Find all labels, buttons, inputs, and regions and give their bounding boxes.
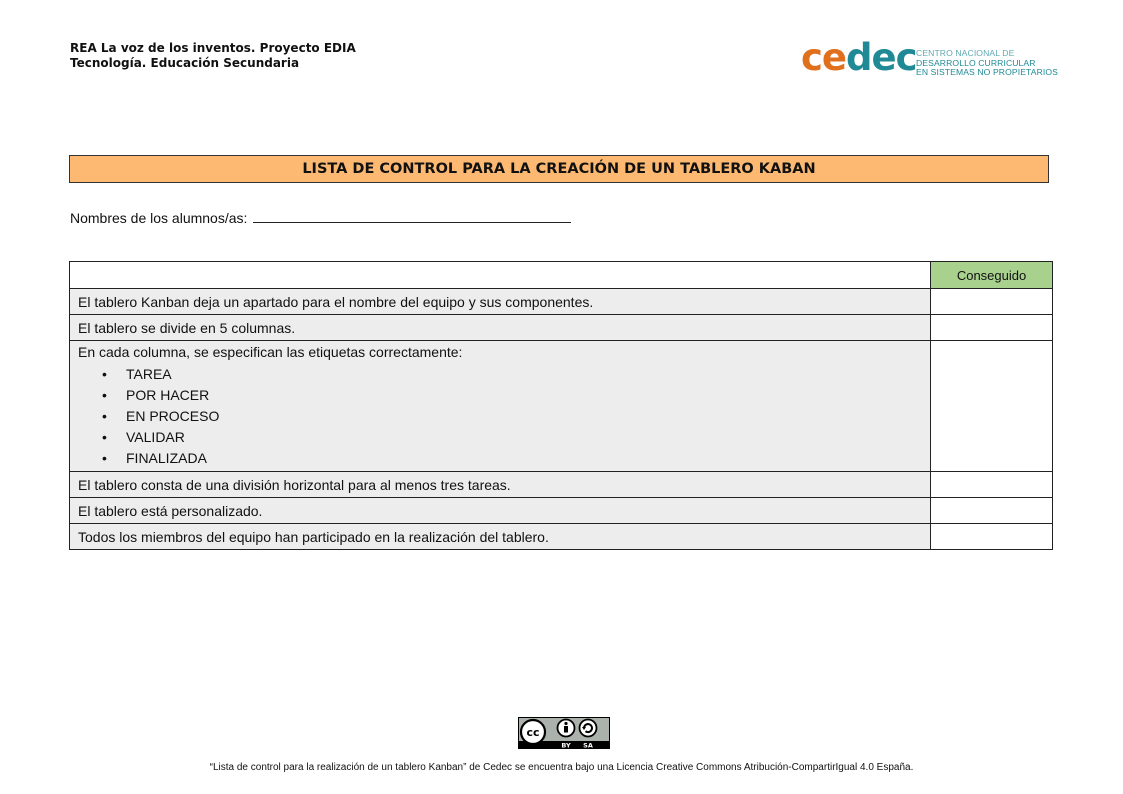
list-item: • POR HACER	[78, 385, 930, 406]
table-row	[70, 498, 1053, 524]
logo-word-ce: ce	[801, 36, 847, 79]
table-row	[70, 289, 1053, 315]
achieved-cell[interactable]	[931, 289, 1053, 315]
criterion-cell	[70, 341, 931, 472]
achieved-cell[interactable]	[931, 524, 1053, 550]
criterion-cell: El tablero consta de una división horizontal para al menos tres tareas.	[70, 472, 931, 498]
list-item: • EN PROCESO	[78, 406, 930, 427]
logo-sub-line-3: EN SISTEMAS NO PROPIETARIOS	[916, 67, 1058, 77]
table-row	[70, 524, 1053, 550]
list-item: • FINALIZADA	[78, 448, 930, 469]
logo-subtitle	[916, 49, 1058, 78]
criterion-cell: Todos los miembros del equipo han participado en la realización del tablero.	[70, 524, 931, 550]
project-title: REA La voz de los inventos. Proyecto EDIA	[70, 41, 356, 55]
logo-sub-line-1: CENTRO NACIONAL DE	[916, 48, 1015, 58]
criterion-text: En cada columna, se especifican las etiquetas correctamente:	[78, 344, 463, 360]
license-text: “Lista de control para la realización de un tablero Kanban” de Cedec se encuentra bajo una Licencia Creative Commons Atribución-CompartirIgual 4.0 España.	[209, 762, 914, 773]
table-row	[70, 341, 1053, 472]
labels-list	[78, 364, 930, 469]
achieved-cell[interactable]	[931, 498, 1053, 524]
sa-label: SA	[583, 741, 593, 749]
cc-icon-text: cc	[526, 726, 540, 739]
achieved-cell[interactable]	[931, 315, 1053, 341]
names-blank-line[interactable]	[253, 208, 571, 223]
cedec-logo	[801, 36, 1061, 84]
criterion-cell: El tablero está personalizado.	[70, 498, 931, 524]
achieved-cell[interactable]	[931, 341, 1053, 472]
list-item: • TAREA	[78, 364, 930, 385]
header-conseguido: Conseguido	[931, 262, 1053, 289]
names-label: Nombres de los alumnos/as:	[70, 210, 248, 226]
subject-subtitle: Tecnología. Educación Secundaria	[70, 56, 300, 70]
document-header	[70, 41, 356, 71]
logo-word-dec: dec	[846, 36, 917, 79]
sa-icon	[580, 720, 597, 737]
checklist-table	[69, 261, 1053, 550]
achieved-cell[interactable]	[931, 472, 1053, 498]
table-header-row	[70, 262, 1053, 289]
cedec-wordmark	[801, 36, 917, 80]
list-item: • VALIDAR	[78, 427, 930, 448]
student-names-field	[70, 208, 571, 226]
criterion-cell: El tablero se divide en 5 columnas.	[70, 315, 931, 341]
table-row	[70, 472, 1053, 498]
by-label: BY	[561, 741, 571, 749]
header-empty-cell	[70, 262, 931, 289]
logo-sub-line-2: DESARROLLO CURRICULAR	[916, 57, 1036, 68]
cc-by-sa-badge	[518, 717, 610, 749]
criterion-cell: El tablero Kanban deja un apartado para el nombre del equipo y sus componentes.	[70, 289, 931, 315]
table-row	[70, 315, 1053, 341]
document-title: LISTA DE CONTROL PARA LA CREACIÓN DE UN TABLERO KABAN	[69, 155, 1049, 183]
